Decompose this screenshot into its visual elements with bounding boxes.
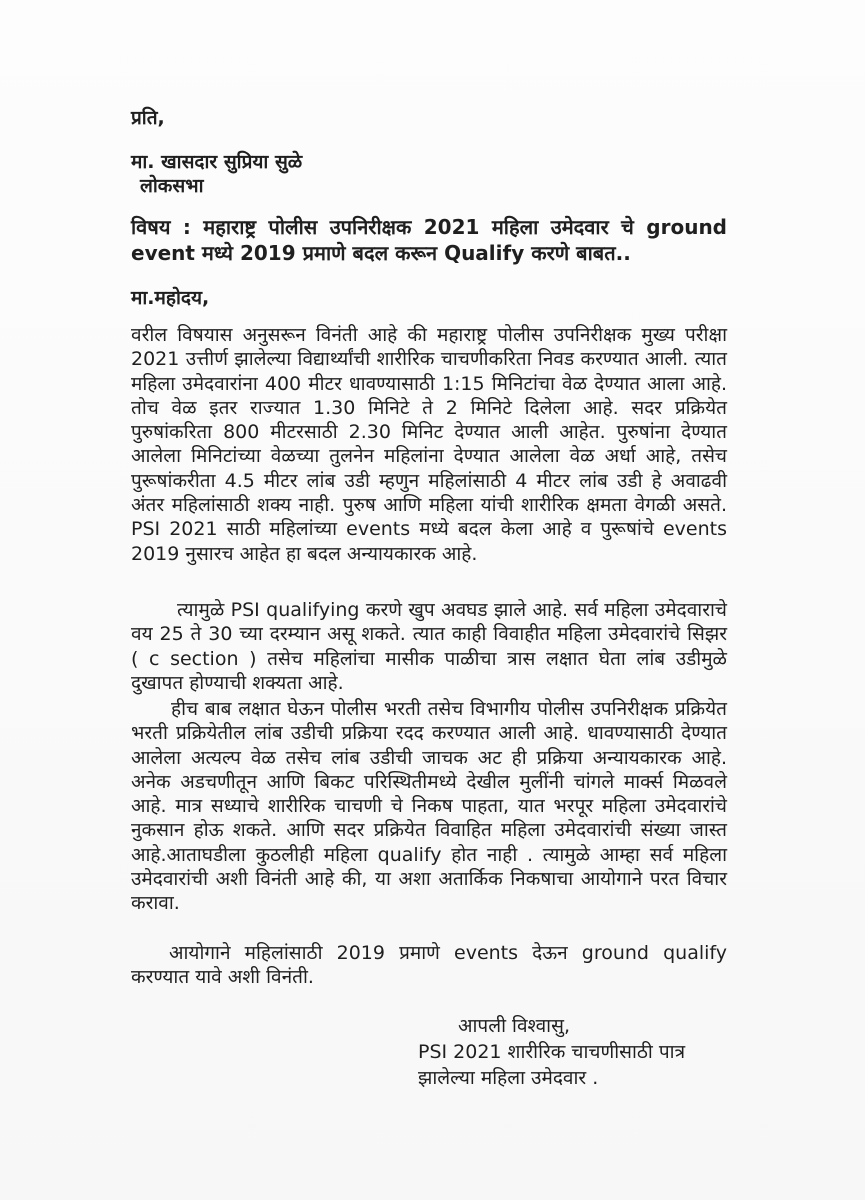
body-paragraph-2: त्यामुळे PSI qualifying करणे खुप अवघड झाले आहे. सर्व महिला उमेदवाराचे वय 25 ते 30 च्या दरम्यान असू शकते. त्यात काही विवाहीत महिला उमेदवारांचे सिझर ( c section ) तसेच महिलांचा मासीक पाळीचा त्रास लक्षात घेता लांब उडीमुळे दुखापत होण्याची शक्यता आहे. (131, 599, 727, 694)
salutation: मा.महोदय, (131, 287, 210, 309)
addressee-house: लोकसभा (140, 175, 204, 197)
recipient-label: प्रति, (131, 107, 165, 129)
body-paragraph-4: आयोगाने महिलांसाठी 2019 प्रमाणे events देऊन ground qualify करण्यात यावे अशी विनंती. (131, 942, 727, 989)
closing-line-3: झालेल्या महिला उमेदवार . (418, 1067, 599, 1089)
body-paragraph-3: हीच बाब लक्षात घेऊन पोलीस भरती तसेच विभागीय पोलीस उपनिरीक्षक प्रक्रियेत भरती प्रक्रियेतील लांब उडीची प्रक्रिया रदद करण्यात आली आहे. धावण्यासाठी देण्यात आलेला अत्यल्प वेळ तसेच लांब उडीची जाचक अट ही प्रक्रिया अन्यायकारक आहे. अनेक अडचणीतून आणि बिकट परिस्थितीमध्ये देखील मुलींनी चांगले मार्क्स मिळवले आहे. मात्र सध्याचे शारीरिक चाचणी चे निकष पाहता, यात भरपूर महिला उमेदवारांचे नुकसान होऊ शकते. आणि सदर प्रक्रियेत विवाहित महिला उमेदवारांची संख्या जास्त आहे.आताघडीला कुठलीही महिला qualify होत नाही . त्यामुळे आम्हा सर्व महिला उमेदवारांची अशी विनंती आहे की, या अशा अतार्किक निकषाचा आयोगाने परत विचार करावा. (131, 698, 727, 915)
closing-line-1: आपली विश्वासु, (458, 1015, 570, 1037)
body-paragraph-1: वरील विषयास अनुसरून विनंती आहे की महाराष्ट्र पोलीस उपनिरीक्षक मुख्य परीक्षा 2021 उत्तीर्ण झालेल्या विद्यार्थ्यांची शारीरिक चाचणीकरिता निवड करण्यात आली. त्यात महिला उमेदवारांना 400 मीटर धावण्यासाठी 1:15 मिनिटांचा वेळ देण्यात आला आहे. तोच वेळ इतर राज्यात 1.30 मिनिटे ते 2 मिनिटे दिलेला आहे. सदर प्रक्रियेत पुरुषांकरिता 800 मीटरसाठी 2.30 मिनिट देण्यात आली आहेत. पुरुषांना देण्यात आलेला मिनिटांच्या वेळच्या तुलनेन महिलांना देण्यात आलेला वेळ अर्धा आहे, तसेच पुरूषांकरीता 4.5 मीटर लांब उडी म्हणुन महिलांसाठी 4 मीटर लांब उडी हे अवाढवी अंतर महिलांसाठी शक्य नाही. पुरुष आणि महिला यांची शारीरिक क्षमता वेगळी असते. PSI 2021 साठी महिलांच्या events मध्ये बदल केला आहे व पुरूषांचे events 2019 नुसारच आहेत हा बदल अन्यायकारक आहे. (131, 324, 727, 565)
letter-subject: विषय : महाराष्ट्र पोलीस उपनिरीक्षक 2021 महिला उमेदवार चे ground event मध्ये 2019 प्रमाणे बदल करून Qualify करणे बाबत.. (131, 215, 727, 265)
closing-line-2: PSI 2021 शारीरिक चाचणीसाठी पात्र (418, 1041, 686, 1063)
addressee-name: मा. खासदार सुप्रिया सुळे (131, 151, 303, 173)
